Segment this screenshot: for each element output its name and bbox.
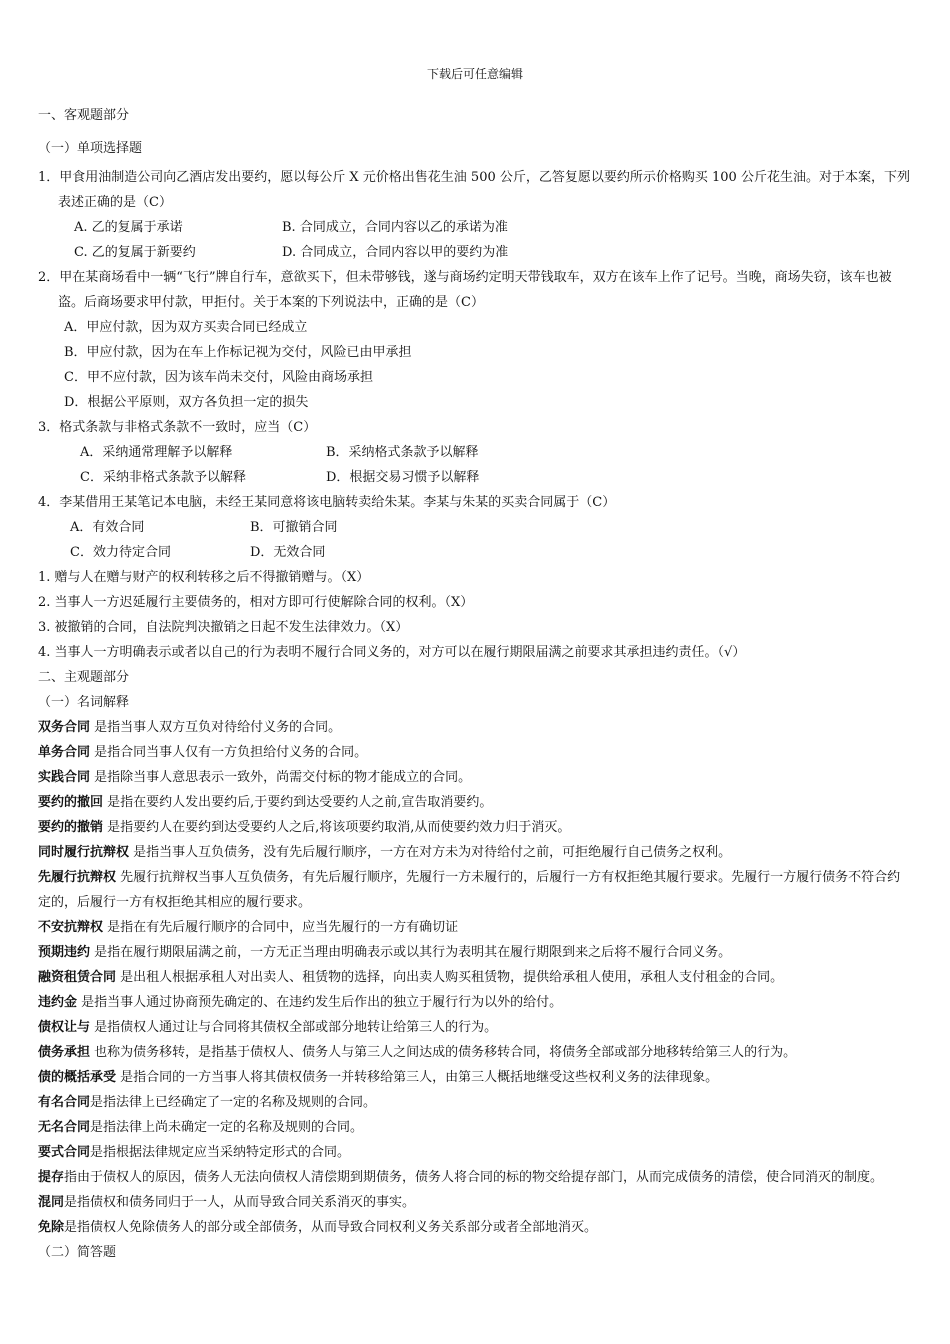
- section-definitions-title: （一）名词解释: [38, 695, 130, 710]
- part1-title: 一、客观题部分: [38, 108, 130, 123]
- definition-text: 是指当事人双方互负对待给付义务的合同。: [90, 720, 342, 735]
- definition-text: 是指当事人通过协商预先确定的、在违约发生后作出的独立于履行行为以外的给付。: [77, 995, 563, 1010]
- definition-item: [38, 1015, 910, 1040]
- definition-item: [38, 765, 910, 790]
- definition-item: [38, 740, 910, 765]
- definition-term: 融资租赁合同: [38, 970, 117, 985]
- definition-text: 是指债权人通过让与合同将其债权全部或部分地转让给第三人的行为。: [90, 1020, 498, 1035]
- judgment-1: 1. 赠与人在赠与财产的权利转移之后不得撤销赠与。（X）: [38, 570, 370, 585]
- definition-text: 也称为债务移转，是指基于债权人、债务人与第三人之间达成的债务移转合同，将债务全部或部分地移转给第三人的行为。: [90, 1045, 797, 1060]
- definition-text: 是指除当事人意思表示一致外，尚需交付标的物才能成立的合同。: [90, 770, 472, 785]
- question-2-option-a: A．甲应付款，因为双方买卖合同已经成立: [64, 320, 308, 335]
- definition-text: 是指在履行期限届满之前，一方无正当理由明确表示或以其行为表明其在履行期限到来之后将不履行合同义务。: [90, 945, 732, 960]
- question-4-option-c: C．效力待定合同: [70, 545, 171, 560]
- definition-text: 是指债权人免除债务人的部分或全部债务，从而导致合同权利义务关系部分或者全部地消灭。: [64, 1220, 598, 1235]
- question-3-options-row-2: [38, 465, 910, 490]
- definition-item: [38, 865, 910, 915]
- question-1-option-a: A. 乙的复属于承诺: [74, 220, 183, 235]
- definition-term: 要约的撤回: [38, 795, 104, 810]
- definition-text: 是出租人根据承租人对出卖人、租赁物的选择，向出卖人购买租赁物，提供给承租人使用，承租人支付租金的合同。: [116, 970, 784, 985]
- definition-item: [38, 790, 910, 815]
- judgment-4: 4. 当事人一方明确表示或者以自己的行为表明不履行合同义务的，对方可以在履行期限届满之前要求其承担违约责任。（√）: [38, 645, 746, 660]
- definition-text: 是指根据法律规定应当采纳特定形式的合同。: [90, 1145, 351, 1160]
- question-3-options-row-1: [38, 440, 910, 465]
- question-2-option-d: D．根据公平原则，双方各负担一定的损失: [64, 395, 309, 410]
- definition-text: 先履行抗辩权当事人互负债务，有先后履行顺序，先履行一方未履行的，后履行一方有权拒绝其履行要求。先履行一方履行债务不符合约定的，后履行一方有权拒绝其相应的履行要求。: [38, 870, 901, 910]
- definition-item: [38, 965, 910, 990]
- definition-text: 是指当事人互负债务，没有先后履行顺序，一方在对方未为对待给付之前，可拒绝履行自己债务之权利。: [129, 845, 732, 860]
- definition-term: 违约金: [38, 995, 78, 1010]
- page-header: 下载后可任意编辑: [426, 67, 523, 81]
- definition-item: [38, 1165, 910, 1190]
- question-2-option-c: C．甲不应付款，因为该车尚未交付，风险由商场承担: [64, 370, 373, 385]
- question-1-option-c: C. 乙的复属于新要约: [74, 245, 196, 260]
- definition-text: 是指要约人在要约到达受要约人之后,将该项要约取消,从而使要约效力归于消灭。: [103, 820, 571, 835]
- question-4-options-row-2: [38, 540, 910, 565]
- definition-term: 单务合同: [38, 745, 91, 760]
- definition-term: 无名合同: [38, 1120, 91, 1135]
- definition-term: 有名合同: [38, 1095, 91, 1110]
- definition-text: 是指合同的一方当事人将其债权债务一并转移给第三人，由第三人概括地继受这些权利义务的法律现象。: [116, 1070, 719, 1085]
- question-1-options-row-2: [38, 240, 910, 265]
- question-4-option-a: A．有效合同: [70, 520, 145, 535]
- question-2-option-b: B．甲应付款，因为在车上作标记视为交付，风险已由甲承担: [64, 345, 412, 360]
- question-3-stem: 3．格式条款与非格式条款不一致时，应当（C）: [38, 420, 317, 435]
- question-1-option-b: B. 合同成立，合同内容以乙的承诺为准: [282, 220, 508, 235]
- judgment-2: 2. 当事人一方迟延履行主要债务的，相对方即可行使解除合同的权利。（X）: [38, 595, 474, 610]
- judgment-3: 3. 被撤销的合同，自法院判决撤销之日起不发生法律效力。（X）: [38, 620, 409, 635]
- question-3-option-d: D．根据交易习惯予以解释: [326, 470, 480, 485]
- question-3-option-c: C．采纳非格式条款予以解释: [80, 470, 246, 485]
- definition-term: 不安抗辩权: [38, 920, 104, 935]
- definition-item: [38, 1090, 910, 1115]
- definition-text: 是指债权和债务同归于一人，从而导致合同关系消灭的事实。: [64, 1195, 416, 1210]
- definition-text: 是指合同当事人仅有一方负担给付义务的合同。: [90, 745, 368, 760]
- definition-item: [38, 1190, 910, 1215]
- definition-text: 是指法律上已经确定了一定的名称及规则的合同。: [90, 1095, 377, 1110]
- definition-text: 是指在要约人发出要约后,于要约到达受要约人之前,宣告取消要约。: [103, 795, 493, 810]
- question-4-option-d: D．无效合同: [250, 545, 326, 560]
- definition-item: [38, 940, 910, 965]
- question-3-option-a: A．采纳通常理解予以解释: [80, 445, 233, 460]
- definition-term: 先履行抗辩权: [38, 870, 117, 885]
- definition-item: [38, 915, 910, 940]
- section-short-answer-title: （二）简答题: [38, 1245, 117, 1260]
- definition-term: 同时履行抗辩权: [38, 845, 130, 860]
- question-3-option-b: B．采纳格式条款予以解释: [326, 445, 479, 460]
- document-body: [38, 103, 910, 1265]
- question-1-option-d: D. 合同成立，合同内容以甲的要约为准: [282, 245, 509, 260]
- question-4-stem: 4．李某借用王某笔记本电脑，未经王某同意将该电脑转卖给朱某。李某与朱某的买卖合同属于（C）: [38, 495, 616, 510]
- definition-term: 预期违约: [38, 945, 91, 960]
- question-2-stem: 2．甲在某商场看中一辆“飞行”牌自行车，意欲买下，但未带够钱，遂与商场约定明天带钱取车，双方在该车上作了记号。当晚，商场失窃，该车也被盗。后商场要求甲付款，甲拒付。关于本案的下列说法中，正确的是（C）: [38, 270, 892, 310]
- definition-term: 双务合同: [38, 720, 91, 735]
- definition-term: 债务承担: [38, 1045, 91, 1060]
- definition-item: [38, 1065, 910, 1090]
- definition-term: 提存: [38, 1170, 65, 1185]
- definition-item: [38, 1115, 910, 1140]
- definition-text: 指由于债权人的原因，债务人无法向债权人清偿期到期债务，债务人将合同的标的物交给提存部门，从而完成债务的清偿，使合同消灭的制度。: [64, 1170, 884, 1185]
- section-single-choice-title: （一）单项选择题: [38, 141, 143, 156]
- question-1-stem: 1．甲食用油制造公司向乙酒店发出要约，愿以每公斤 X 元价格出售花生油 500 公斤，乙答复愿以要约所示价格购买 100 公斤花生油。对于本案，下列表述正确的是（C）: [38, 170, 910, 210]
- definition-term: 债的概括承受: [38, 1070, 117, 1085]
- definition-item: [38, 1040, 910, 1065]
- definition-term: 债权让与: [38, 1020, 91, 1035]
- question-1-options-row-1: [38, 215, 910, 240]
- definition-text: 是指法律上尚未确定一定的名称及规则的合同。: [90, 1120, 364, 1135]
- definition-term: 要约的撤销: [38, 820, 104, 835]
- definition-item: [38, 990, 910, 1015]
- definition-term: 免除: [38, 1220, 65, 1235]
- definition-item: [38, 840, 910, 865]
- definition-item: [38, 1140, 910, 1165]
- definition-item: [38, 1215, 910, 1240]
- definition-text: 是指在有先后履行顺序的合同中，应当先履行的一方有确切证: [103, 920, 459, 935]
- definition-term: 要式合同: [38, 1145, 91, 1160]
- definition-item: [38, 715, 910, 740]
- definition-term: 实践合同: [38, 770, 91, 785]
- definition-term: 混同: [38, 1195, 65, 1210]
- question-4-options-row-1: [38, 515, 910, 540]
- question-4-option-b: B．可撤销合同: [250, 520, 338, 535]
- definition-item: [38, 815, 910, 840]
- part2-title: 二、主观题部分: [38, 670, 130, 685]
